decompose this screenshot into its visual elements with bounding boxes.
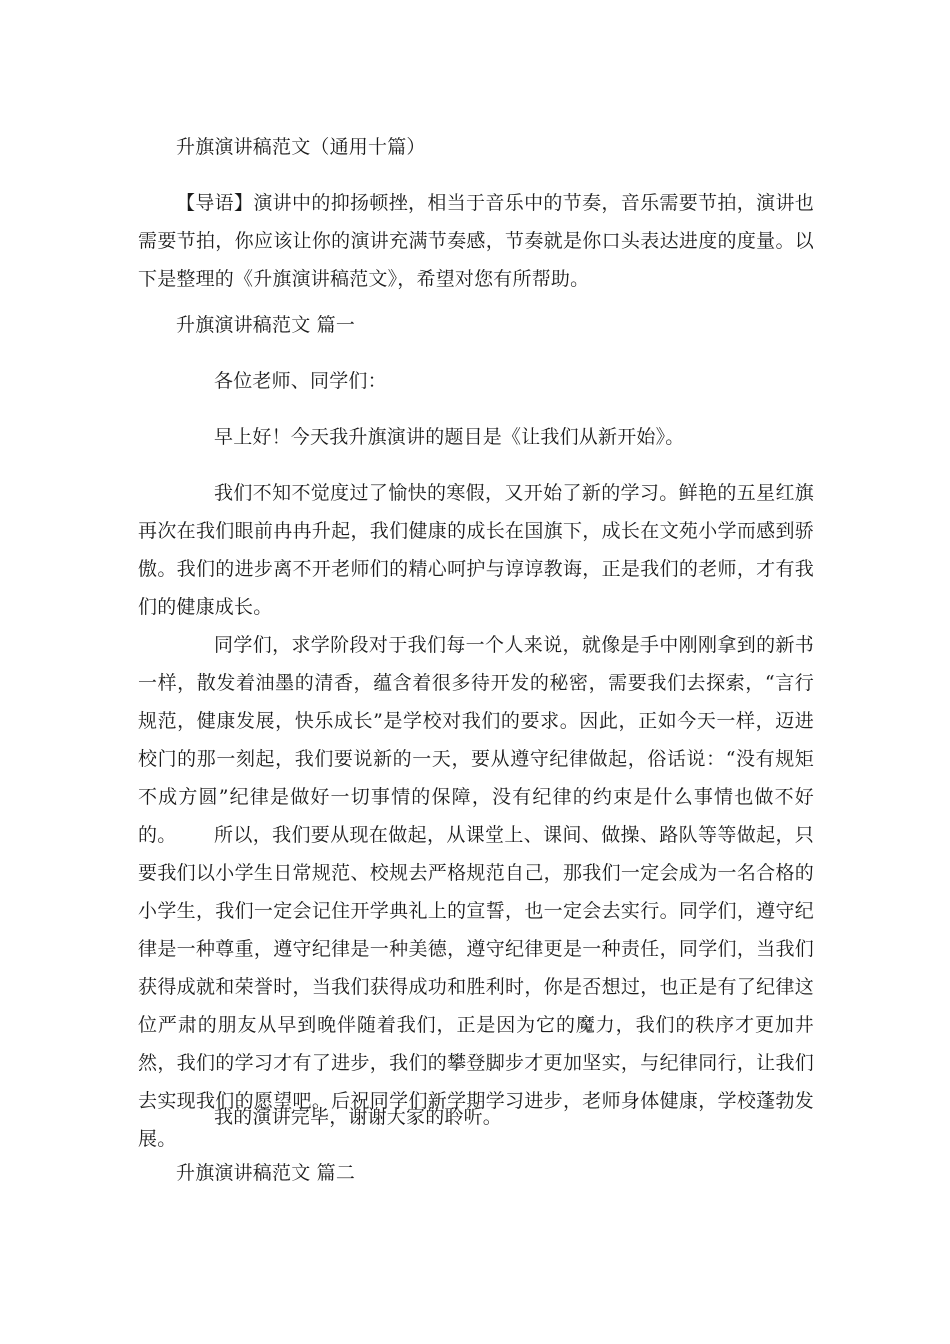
section-heading-2: 升旗演讲稿范文 篇二 [176, 1162, 356, 1184]
opening-line: 早上好！今天我升旗演讲的题目是《让我们从新开始》。 [214, 426, 685, 448]
body-paragraph-1: 我们不知不觉度过了愉快的寒假，又开始了新的学习。鲜艳的五星红旗再次在我们眼前冉冉升起，我们健康的成长在国旗下，成长在文苑小学而感到骄傲。我们的进步离不开老师们的精心呵护与谆谆教诲，正是我们的老师，才有我们的健康成长。 [138, 482, 814, 618]
intro-paragraph: 【导语】演讲中的抑扬顿挫，相当于音乐中的节奏，音乐需要节拍，演讲也需要节拍，你应该让你的演讲充满节奏感，节奏就是你口头表达进度的度量。以下是整理的《升旗演讲稿范文》，希望对您有所帮助。 [138, 192, 814, 290]
body-paragraph-2: 同学们，求学阶段对于我们每一个人来说，就像是手中刚刚拿到的新书一样，散发着油墨的清香，蕴含着很多待开发的秘密，需要我们去探索，“言行规范，健康发展，快乐成长”是学校对我们的要求。因此，正如今天一样，迈进校门的那一刻起，我们要说新的一天，要从遵守纪律做起，俗话说：“没有规矩不成方圆”纪律是做好一切事情的保障，没有纪律的约束是什么事情也做不好的。 [138, 634, 814, 846]
greeting-line: 各位老师、同学们： [214, 370, 387, 392]
section-heading-1: 升旗演讲稿范文 篇一 [176, 314, 356, 336]
document-title: 升旗演讲稿范文（通用十篇） [176, 136, 426, 158]
closing-line: 我的演讲完毕，谢谢大家的聆听。 [214, 1106, 503, 1128]
body-paragraph-3: 所以，我们要从现在做起，从课堂上、课间、做操、路队等等做起，只要我们以小学生日常规范、校规去严格规范自己，那我们一定会成为一名合格的小学生，我们一定会记住开学典礼上的宣誓，也一定会去实行。同学们，遵守纪律是一种尊重，遵守纪律是一种美德，遵守纪律更是一种责任，同学们，当我们获得成就和荣誉时，当我们获得成功和胜利时，你是否想过，也正是有了纪律这位严肃的朋友从早到晚伴随着我们，正是因为它的魔力，我们的秩序才更加井然，我们的学习才有了进步，我们的攀登脚步才更加坚实，与纪律同行，让我们去实现我们的愿望吧。后祝同学们新学期学习进步，老师身体健康，学校蓬勃发展。 [138, 824, 814, 1150]
